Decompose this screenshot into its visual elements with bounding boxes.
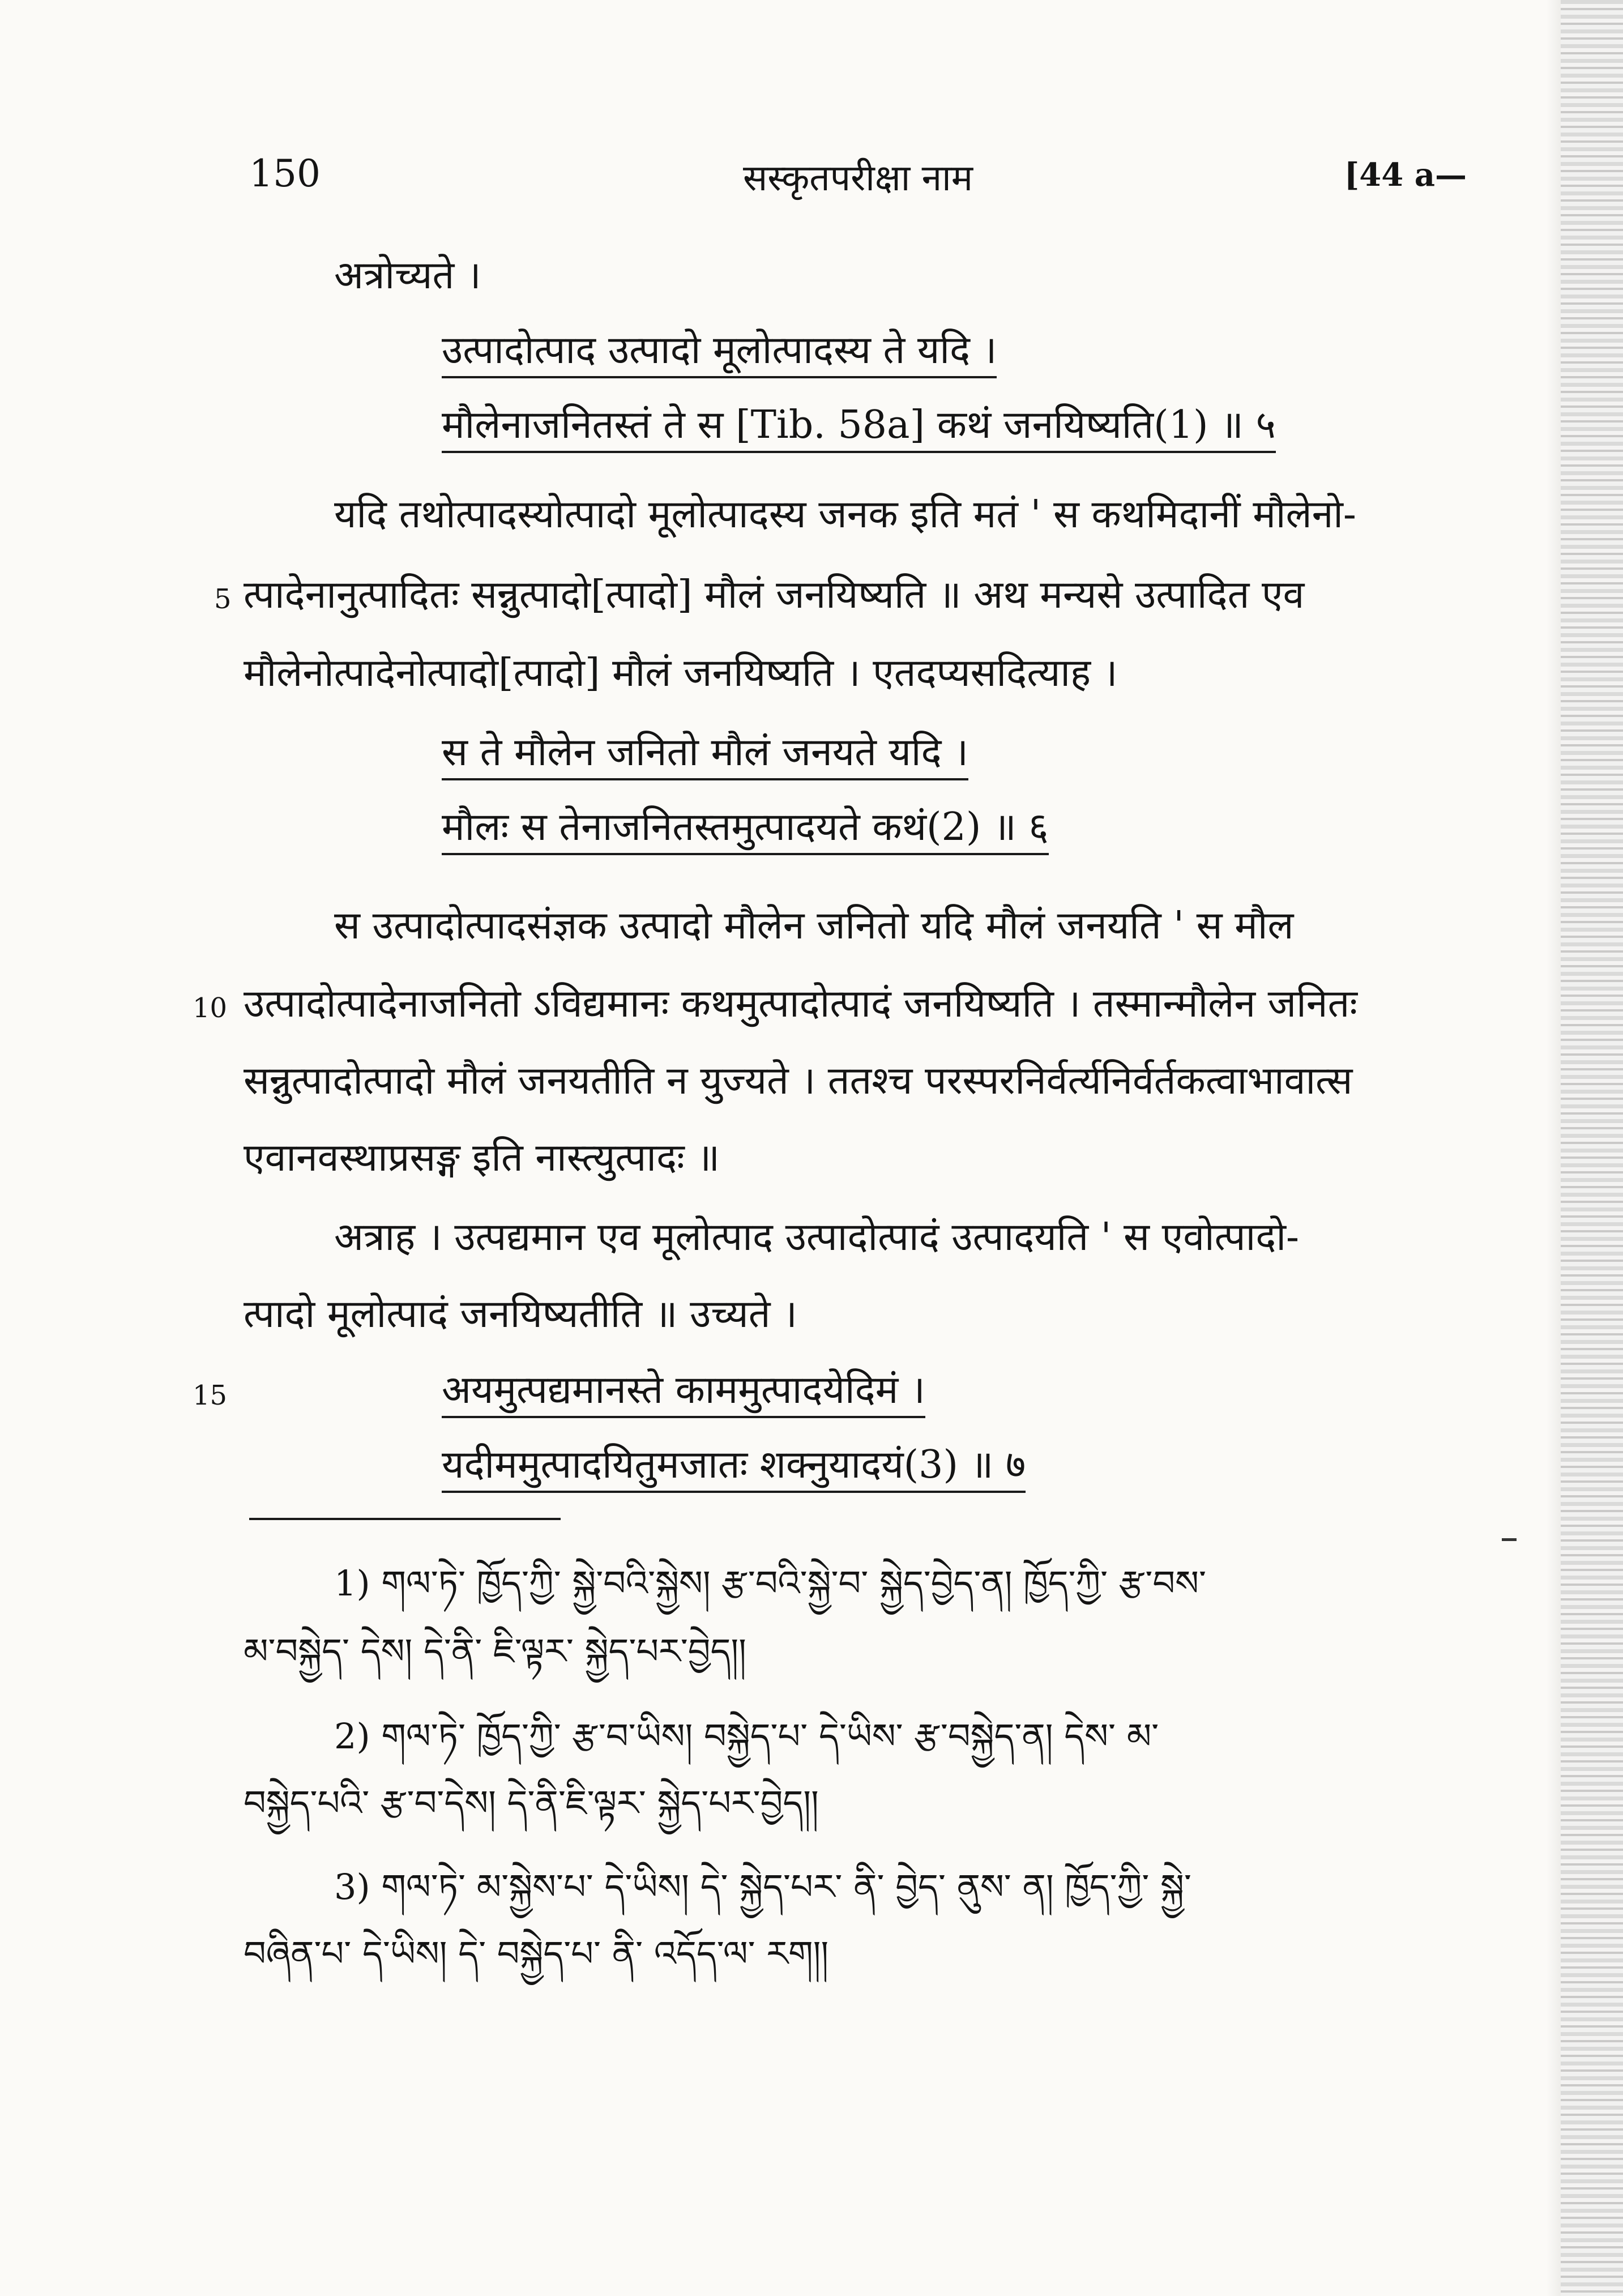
body-line: मौलेनोत्पादेनोत्पादो[त्पादो] मौलं जनयिष्यति । एतदप्यसदित्याह । <box>244 651 1118 695</box>
page-edge-shadow <box>1546 0 1561 2296</box>
verse-line: अयमुत्पद्यमानस्ते काममुत्पादयेदिमं । <box>442 1368 925 1418</box>
body-line: त्पादो मूलोत्पादं जनयिष्यतीति ॥ उच्यते । <box>244 1292 797 1337</box>
body-line: एवानवस्थाप्रसङ्ग इति नास्त्युत्पादः ॥ <box>244 1136 720 1180</box>
verse-line: स ते मौलेन जनितो मौलं जनयते यदि । <box>442 731 968 780</box>
body-line: स उत्पादोत्पादसंज्ञक उत्पादो मौलेन जनितो यदि मौलं जनयति ' स मौल <box>334 903 1294 948</box>
body-line: उत्पादोत्पादेनाजनितो ऽविद्यमानः कथमुत्पादोत्पादं जनयिष्यति । तस्मान्मौलेन जनितः <box>244 981 1357 1026</box>
line-number: 10 <box>193 992 228 1024</box>
body-line: त्पादेनानुत्पादितः सन्नुत्पादो[त्पादो] मौलं जनयिष्यति ॥ अथ मन्यसे उत्पादित एव <box>244 573 1305 617</box>
verse-line: उत्पादोत्पाद उत्पादो मूलोत्पादस्य ते यदि । <box>442 328 997 378</box>
folio-reference: [44 a— <box>1344 156 1467 194</box>
footnote-line: 3) གལ་ཏེ་ མ་སྐྱེས་པ་ དེ་ཡིས། དེ་ སྐྱེད་པར་ ནི་ བྱེད་ ནུས་ ན། ཁྱོད་ཀྱི་ སྐྱེ་ <box>334 1866 1191 1907</box>
body-line: अत्रोच्यते । <box>334 253 481 298</box>
running-title: सस्कृतपरीक्षा नाम <box>742 157 973 199</box>
footnote-separator <box>249 1518 561 1520</box>
verse-line: मौलः स तेनाजनितस्तमुत्पादयते कथं(2) ॥ ६ <box>442 805 1049 855</box>
body-line: यदि तथोत्पादस्योत्पादो मूलोत्पादस्य जनक इति मतं ' स कथमिदानीं मौलेनो- <box>334 492 1356 537</box>
footnote-line: བཞིན་པ་ དེ་ཡིས། དེ་ བསྐྱེད་པ་ ནི་ འདོད་ལ་ རག།། <box>244 1933 829 1974</box>
book-edge <box>1561 0 1623 2296</box>
page-number: 150 <box>249 152 321 195</box>
margin-mark <box>1502 1538 1517 1541</box>
body-line: सन्नुत्पादोत्पादो मौलं जनयतीति न युज्यते । ततश्च परस्परनिर्वर्त्यनिर्वर्तकत्वाभावात्स <box>244 1059 1353 1103</box>
footnote-line: བསྐྱེད་པའི་ རྩ་བ་དེས། དེ་ནི་ཇི་ལྟར་ སྐྱེད་པར་བྱེད།། <box>244 1782 819 1824</box>
line-number: 15 <box>193 1380 228 1411</box>
body-line: अत्राह । उत्पद्यमान एव मूलोत्पाद उत्पादोत्पादं उत्पादयति ' स एवोत्पादो- <box>334 1215 1299 1260</box>
line-number: 5 <box>214 583 232 615</box>
verse-line: यदीममुत्पादयितुमजातः शक्नुयादयं(3) ॥ ७ <box>442 1443 1026 1493</box>
footnote-line: 1) གལ་ཏེ་ ཁྱོད་ཀྱི་ སྐྱེ་བའི་སྐྱེས། རྩ་བའི་སྐྱེ་བ་ སྐྱེད་བྱེད་ན། ཁྱོད་ཀྱི་ རྩ་བས་ <box>334 1563 1207 1604</box>
verse-line: मौलेनाजनितस्तं ते स [Tib. 58a] कथं जनयिष्यति(1) ॥ ५ <box>442 403 1276 453</box>
page-header <box>249 152 1467 214</box>
footnote-line: 2) གལ་ཏེ་ ཁྱོད་ཀྱི་ རྩ་བ་ཡིས། བསྐྱེད་པ་ དེ་ཡིས་ རྩ་བསྐྱེད་ན། དེས་ མ་ <box>334 1715 1159 1757</box>
footnote-line: མ་བསྐྱེད་ དེས། དེ་ནི་ ཇི་ལྟར་ སྐྱེད་པར་བྱེད།། <box>244 1631 746 1672</box>
